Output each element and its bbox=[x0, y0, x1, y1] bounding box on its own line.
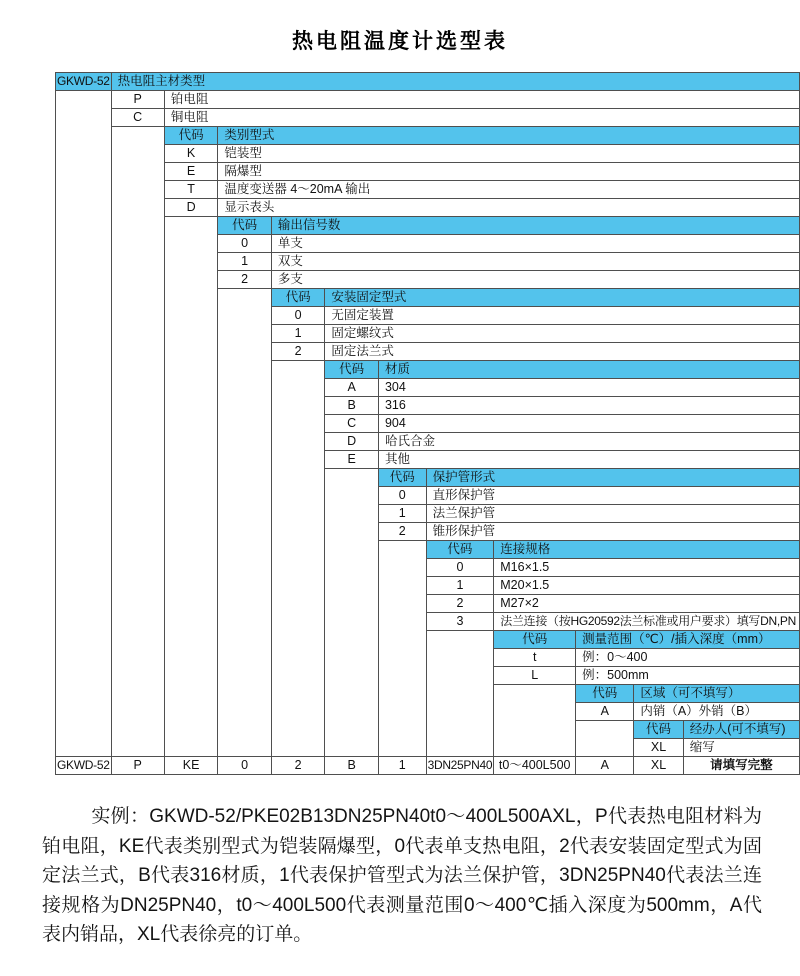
code-header-cell bbox=[325, 361, 379, 379]
option-row bbox=[56, 91, 800, 109]
code-cell-text: 0 bbox=[398, 488, 406, 502]
code-cell-text: A bbox=[600, 704, 609, 718]
desc-cell bbox=[426, 523, 799, 541]
desc-cell bbox=[218, 163, 800, 181]
level-name-cell-text: 区域（可不填写） bbox=[640, 686, 741, 700]
desc-cell bbox=[378, 397, 799, 415]
code-cell-text: 3 bbox=[456, 614, 464, 628]
code-cell-text: B bbox=[347, 398, 356, 412]
code-cell-text: 2 bbox=[294, 344, 302, 358]
level-name-cell bbox=[111, 73, 799, 91]
level-name-cell-text: 材质 bbox=[384, 362, 410, 376]
code-cell bbox=[378, 523, 426, 541]
code-cell-text: T bbox=[187, 182, 195, 196]
code-cell-text: 2 bbox=[398, 524, 406, 538]
desc-cell-text: 隔爆型 bbox=[224, 164, 262, 178]
level-name-cell bbox=[325, 289, 800, 307]
summary-cell-text: KE bbox=[182, 758, 200, 772]
desc-cell-text: M16×1.5 bbox=[500, 560, 550, 574]
summary-cell bbox=[426, 757, 494, 775]
summary-cell-text: GKWD-52 bbox=[57, 758, 110, 772]
code-cell bbox=[325, 379, 379, 397]
summary-cell-text: A bbox=[600, 758, 609, 772]
desc-cell-text: 双支 bbox=[277, 254, 303, 268]
level-name-cell bbox=[378, 361, 799, 379]
code-cell bbox=[164, 163, 218, 181]
desc-cell bbox=[378, 379, 799, 397]
desc-cell-text: 缩写 bbox=[689, 740, 715, 754]
desc-cell bbox=[494, 577, 800, 595]
code-cell bbox=[218, 253, 272, 271]
code-cell-text: K bbox=[186, 146, 196, 160]
code-cell bbox=[426, 613, 494, 631]
desc-cell-text: 固定法兰式 bbox=[331, 344, 394, 358]
level-name-cell-text: 安装固定型式 bbox=[331, 290, 407, 304]
desc-cell bbox=[271, 271, 799, 289]
code-header-cell-text: 代码 bbox=[592, 686, 618, 700]
code-cell bbox=[634, 739, 683, 757]
desc-cell bbox=[494, 595, 800, 613]
level-name-cell bbox=[576, 631, 800, 649]
desc-cell bbox=[218, 181, 800, 199]
code-cell-text: 1 bbox=[398, 506, 406, 520]
summary-cell-text: 1 bbox=[398, 758, 406, 772]
level-name-cell-text: 连接规格 bbox=[500, 542, 551, 556]
desc-cell-text: 单支 bbox=[277, 236, 303, 250]
spacer-cell bbox=[426, 631, 494, 757]
desc-cell bbox=[325, 325, 800, 343]
code-cell bbox=[218, 235, 272, 253]
desc-cell-text: 法兰保护管 bbox=[432, 506, 496, 520]
code-cell-text: D bbox=[347, 434, 357, 448]
code-cell-text: 1 bbox=[294, 326, 302, 340]
desc-cell-text: 其他 bbox=[384, 452, 410, 466]
desc-cell-text: 直形保护管 bbox=[432, 488, 496, 502]
desc-cell bbox=[494, 613, 800, 631]
code-cell-text: C bbox=[133, 110, 143, 124]
code-header-cell-text: 代码 bbox=[389, 470, 415, 484]
summary-cell bbox=[634, 757, 683, 775]
page-title: 热电阻温度计选型表 bbox=[292, 30, 508, 53]
level-name-cell-text: 经办人(可不填写) bbox=[689, 722, 786, 736]
summary-cell-text: B bbox=[347, 758, 356, 772]
level-name-cell-text: 输出信号数 bbox=[277, 218, 341, 232]
model-cell bbox=[56, 73, 112, 91]
desc-cell-text: 304 bbox=[384, 380, 406, 394]
spacer-cell bbox=[271, 361, 325, 757]
summary-cell bbox=[56, 757, 112, 775]
desc-cell-text: 铠装型 bbox=[224, 146, 262, 160]
code-cell-text: 0 bbox=[241, 236, 249, 250]
desc-cell-text: 哈氏合金 bbox=[384, 434, 435, 448]
code-cell bbox=[325, 397, 379, 415]
model-code-table bbox=[55, 72, 800, 775]
desc-cell-text: 316 bbox=[384, 398, 406, 412]
desc-cell-text: 例：500mm bbox=[582, 668, 649, 682]
summary-cell-text: 2 bbox=[294, 758, 302, 772]
summary-cell bbox=[378, 757, 426, 775]
desc-cell bbox=[576, 667, 800, 685]
code-cell bbox=[494, 667, 576, 685]
code-cell-text: L bbox=[531, 668, 539, 682]
desc-cell bbox=[218, 199, 800, 217]
option-row bbox=[56, 163, 800, 181]
level-header-row bbox=[56, 73, 800, 91]
spacer-cell bbox=[378, 541, 426, 757]
code-header-cell bbox=[494, 631, 576, 649]
desc-cell bbox=[683, 739, 799, 757]
code-cell bbox=[426, 559, 494, 577]
spacer-cell bbox=[56, 91, 112, 757]
code-header-cell bbox=[634, 721, 683, 739]
spacer-cell bbox=[218, 289, 272, 757]
code-cell-text: XL bbox=[650, 740, 667, 754]
code-header-cell-text: 代码 bbox=[232, 218, 258, 232]
desc-cell bbox=[164, 109, 799, 127]
summary-cell bbox=[271, 757, 325, 775]
desc-cell bbox=[378, 415, 799, 433]
selection-table bbox=[55, 72, 800, 775]
level-header-row bbox=[56, 127, 800, 145]
spacer-cell bbox=[164, 217, 218, 757]
desc-cell-text: M20×1.5 bbox=[500, 578, 550, 592]
level-name-cell bbox=[634, 685, 800, 703]
desc-cell bbox=[378, 433, 799, 451]
code-header-cell-text: 代码 bbox=[178, 128, 204, 142]
code-cell bbox=[164, 145, 218, 163]
code-cell-text: 2 bbox=[241, 272, 249, 286]
code-header-cell bbox=[271, 289, 325, 307]
level-name-cell-text: 保护管形式 bbox=[432, 470, 496, 484]
desc-cell-text: M27×2 bbox=[500, 596, 539, 610]
code-cell bbox=[111, 109, 164, 127]
code-cell bbox=[426, 595, 494, 613]
desc-cell-text: 内销（A）外销（B） bbox=[640, 704, 758, 718]
summary-cell bbox=[683, 757, 799, 775]
code-header-cell bbox=[218, 217, 272, 235]
code-cell bbox=[426, 577, 494, 595]
code-cell-text: E bbox=[186, 164, 196, 178]
desc-cell bbox=[494, 559, 800, 577]
code-header-cell-text: 代码 bbox=[522, 632, 548, 646]
spacer-cell bbox=[325, 469, 379, 757]
code-cell-text: C bbox=[347, 416, 357, 430]
summary-cell-text: 请填写完整 bbox=[710, 758, 773, 772]
level-header-row bbox=[56, 217, 800, 235]
code-cell bbox=[325, 451, 379, 469]
code-cell bbox=[271, 343, 325, 361]
summary-cell bbox=[325, 757, 379, 775]
summary-row bbox=[56, 757, 800, 775]
level-name-cell bbox=[426, 469, 799, 487]
option-row bbox=[56, 181, 800, 199]
code-cell bbox=[164, 199, 218, 217]
spacer-cell bbox=[111, 127, 164, 757]
desc-cell-text: 固定螺纹式 bbox=[331, 326, 394, 340]
summary-cell-text: P bbox=[133, 758, 142, 772]
spacer-cell bbox=[576, 721, 634, 757]
option-row bbox=[56, 109, 800, 127]
desc-cell bbox=[378, 451, 799, 469]
code-cell bbox=[271, 325, 325, 343]
desc-cell bbox=[325, 307, 800, 325]
code-cell bbox=[218, 271, 272, 289]
desc-cell bbox=[164, 91, 799, 109]
desc-cell bbox=[271, 235, 799, 253]
desc-cell-text: 法兰连接（按HG20592法兰标准或用户要求）填写DN,PN bbox=[500, 614, 796, 628]
code-cell-text: 1 bbox=[456, 578, 464, 592]
option-row bbox=[56, 199, 800, 217]
code-header-cell bbox=[426, 541, 494, 559]
code-header-cell bbox=[576, 685, 634, 703]
summary-cell bbox=[494, 757, 576, 775]
desc-cell bbox=[426, 505, 799, 523]
level-name-cell-text: 测量范围（℃）/插入深度（mm） bbox=[582, 632, 771, 646]
level-name-cell bbox=[271, 217, 799, 235]
code-cell bbox=[378, 505, 426, 523]
code-cell bbox=[111, 91, 164, 109]
desc-cell-text: 显示表头 bbox=[224, 200, 275, 214]
code-cell bbox=[494, 649, 576, 667]
option-row bbox=[56, 145, 800, 163]
summary-cell-text: 0 bbox=[241, 758, 249, 772]
desc-cell-text: 铜电阻 bbox=[170, 110, 209, 124]
code-cell-text: 0 bbox=[294, 308, 302, 322]
code-cell bbox=[164, 181, 218, 199]
desc-cell-text: 例：0～400 bbox=[582, 650, 648, 664]
code-cell bbox=[325, 433, 379, 451]
code-header-cell-text: 代码 bbox=[447, 542, 473, 556]
desc-cell bbox=[218, 145, 800, 163]
model-cell-text: GKWD-52 bbox=[57, 74, 110, 88]
level-name-cell bbox=[218, 127, 800, 145]
summary-cell-text: t0～400L500 bbox=[498, 758, 571, 772]
code-cell-text: 1 bbox=[241, 254, 249, 268]
code-cell bbox=[325, 415, 379, 433]
desc-cell bbox=[426, 487, 799, 505]
summary-cell-text: 3DN25PN40 bbox=[427, 758, 493, 772]
code-cell bbox=[271, 307, 325, 325]
code-cell-text: D bbox=[186, 200, 196, 214]
summary-cell-text: XL bbox=[650, 758, 667, 772]
level-name-cell-text: 热电阻主材类型 bbox=[117, 74, 206, 88]
example-paragraph: 实例：GKWD-52/PKE02B13DN25PN40t0～400L500AXL，P代表热电阻材料为铂电阻，KE代表类别型式为铠装隔爆型，0代表单支热电阻，2代表安装固定型式为固定法兰式，B代表316材质，1代表保护管型式为法兰保护管，3DN25PN40代表法兰连接规格为DN25PN40，t0～400L500代表测量范围0～400℃插入深度为500mm，A代表内销品，XL代表徐亮的订单。 bbox=[42, 806, 762, 945]
code-cell-text: 2 bbox=[456, 596, 464, 610]
desc-cell-text: 多支 bbox=[277, 272, 303, 286]
code-header-cell-text: 代码 bbox=[339, 362, 365, 376]
desc-cell-text: 904 bbox=[384, 416, 406, 430]
desc-cell bbox=[271, 253, 799, 271]
desc-cell-text: 铂电阻 bbox=[170, 92, 209, 106]
code-cell-text: E bbox=[347, 452, 356, 466]
summary-cell bbox=[111, 757, 164, 775]
desc-cell bbox=[325, 343, 800, 361]
code-header-cell bbox=[378, 469, 426, 487]
code-cell-text: A bbox=[347, 380, 356, 394]
summary-cell bbox=[218, 757, 272, 775]
desc-cell-text: 温度变送器 4～20mA 输出 bbox=[224, 182, 371, 196]
code-cell bbox=[576, 703, 634, 721]
spacer-cell bbox=[494, 685, 576, 757]
desc-cell bbox=[634, 703, 800, 721]
code-cell-text: P bbox=[133, 92, 142, 106]
desc-cell-text: 无固定装置 bbox=[331, 308, 394, 322]
level-name-cell-text: 类别型式 bbox=[224, 128, 275, 142]
level-name-cell bbox=[494, 541, 800, 559]
code-cell-text: t bbox=[532, 650, 537, 664]
code-cell-text: 0 bbox=[456, 560, 464, 574]
desc-cell bbox=[576, 649, 800, 667]
summary-cell bbox=[576, 757, 634, 775]
code-header-cell bbox=[164, 127, 218, 145]
code-cell bbox=[378, 487, 426, 505]
code-header-cell-text: 代码 bbox=[285, 290, 311, 304]
desc-cell-text: 锥形保护管 bbox=[432, 524, 496, 538]
summary-cell bbox=[164, 757, 218, 775]
code-header-cell-text: 代码 bbox=[646, 722, 672, 736]
level-name-cell bbox=[683, 721, 799, 739]
